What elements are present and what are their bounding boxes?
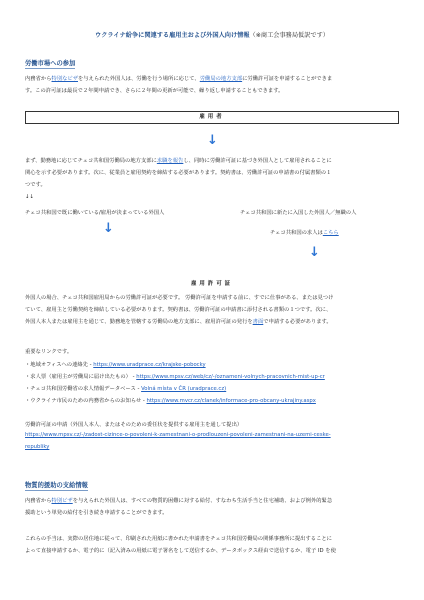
material-aid-paragraph-line1: 内務省から特別ビザを与えられた外国人は、すべての物質的困難に対する給付、すなわち生活手当と住宅補助、および例外的緊急 xyxy=(25,498,333,504)
work-permit-label: 雇用許可証 xyxy=(191,281,233,287)
page-title-note: （※商工会事務局仮訳です） xyxy=(249,32,329,39)
link-item-regional-offices: ・地域オフィスへの連絡先 - https://www.uradprace.cz/krajske-pobocky xyxy=(25,362,206,368)
report-vacancy-link[interactable]: 求職を報告 xyxy=(156,158,184,164)
link-item-job-notices: ・求人票（雇用主が労働局に届け出たもの） - https://www.mpsv.cz/web/cz/-/oznameni-volnych-pracovnich-mist-up-cr xyxy=(25,374,325,380)
labor-market-paragraph-line2: す。この許可証は最長で２年間申請でき、さらに２年間の更新が可能で、繰り返し申請することもできます。 xyxy=(25,88,284,94)
job-offers-line: チェコ共和国の求人はこちら xyxy=(270,230,339,236)
application-url[interactable]: https://www.mpsv.cz/-/zadost-cizince-o-povoleni-k-zamestnani-o-prodlouzeni-povoleni-zamestnani-na-uzemi-ceske- xyxy=(25,432,331,438)
labor-office-branch-link[interactable]: 労働局の地方支部 xyxy=(199,76,243,82)
application-url-line1 xyxy=(25,432,331,438)
labor-market-paragraph-line1: 内務省から特別なビザを与えられた外国人は、労働を行う場所に応じて、労働局の地方支部に労働許可証を申請することができま xyxy=(25,76,333,82)
case-already-employed: チェコ共和国で既に働いている/雇用が決まっている外国人 xyxy=(25,210,165,216)
important-links-heading: 重要なリンクです。 xyxy=(25,349,73,355)
case-newly-arrived: チェコ共和国に新たに入国した外国人／無職の人 xyxy=(240,210,357,216)
employer-paragraph-line3: つです。 xyxy=(25,182,46,188)
section-heading-labor-market: 労働市場への参加 xyxy=(25,60,76,67)
permit-paragraph-line1: 外国人の場合、チェコ共和国雇用局からの労働許可証が必要です。 労働許可証を申請する前に、すでに仕事がある、または見つけ xyxy=(25,295,334,301)
double-arrow-down-icon: ↓↓ xyxy=(25,194,34,200)
employer-paragraph-line2: 関心を示す必要があります。次に、従業員と雇用契約を締結する必要があります。契約書は、労働許可証の申請書の付属書類の１ xyxy=(25,170,332,176)
link-item-interior-ministry: ・ウクライナ市民のための内務省からのお知らせ - https://www.mvcr.cz/clanek/informace-pro-obcany-ukrajiny.aspx xyxy=(25,398,316,404)
permit-paragraph-line3: 外国人本人または雇用主を通じて、勤務地を管轄する労働局の地方支部に、雇用許可証の発行を書面で申請する必要があります。 xyxy=(25,319,332,325)
allowance-paragraph-line2: よって直接申請するか、電子的に（記入済みの用紙に電子署名をして送信するか、データボックス経由で送信するか、電子 ID を使 xyxy=(25,548,336,554)
arrow-down-left-icon: ↓ xyxy=(103,221,114,236)
permit-paragraph-line2: ていて、雇用主と労働契約を締結している必要があります。契約書は、労働許可証の申請書に添付される書類の１つです。次に、 xyxy=(25,307,332,313)
employer-box: 雇用者 xyxy=(25,111,399,124)
regional-offices-url[interactable]: https://www.uradprace.cz/krajske-pobocky xyxy=(93,362,206,368)
allowance-paragraph-line1: これらの手当は、実際の居住地に従って、印刷された用紙に書かれた申請書をチェコ共和国労働局の関係事務所に提出することに xyxy=(25,536,332,542)
special-visa-link[interactable]: 特別なビザ xyxy=(51,76,78,82)
job-notices-url[interactable]: https://www.mpsv.cz/web/cz/-/oznameni-volnych-pracovnich-mist-up-cr xyxy=(136,374,325,380)
employer-paragraph-line1: まず、勤務地に応じてチェコ共和国労働局の地方支部に求職を報告し、同時に労働許可証に基づき外国人として雇用されることに xyxy=(25,158,332,164)
page-title-text: ウクライナ紛争に関連する雇用主および外国人向け情報 xyxy=(95,32,250,39)
vacancy-database-url[interactable]: Volná místa v ČR (uradprace.cz) xyxy=(141,386,227,392)
application-label: 労働許可証の申請（外国人本人、またはそのための委任状を提供する雇用主を通して提出） xyxy=(25,422,243,428)
job-offers-here-link[interactable]: こちら xyxy=(322,230,339,236)
material-aid-paragraph-line2: 援助という単発の給付を引き続き申請することができます。 xyxy=(25,510,168,516)
link-item-vacancy-database: ・チェコ共和国労働省の求人情報データベース - Volná místa v ČR (uradprace.cz) xyxy=(25,386,227,392)
arrow-down-right-icon: ↓ xyxy=(309,245,320,260)
section-heading-material-aid: 物質的援助の支給情報 xyxy=(25,482,88,489)
written-form-link[interactable]: 書面 xyxy=(252,319,264,325)
arrow-down-icon: ↓ xyxy=(207,133,218,148)
special-visa-link-2[interactable]: 特別ビザ xyxy=(51,498,73,504)
page-title xyxy=(0,30,424,39)
application-url-line2 xyxy=(25,444,49,450)
application-url-continued[interactable]: republiky xyxy=(25,444,50,450)
interior-ministry-url[interactable]: https://www.mvcr.cz/clanek/informace-pro-obcany-ukrajiny.aspx xyxy=(146,398,316,404)
